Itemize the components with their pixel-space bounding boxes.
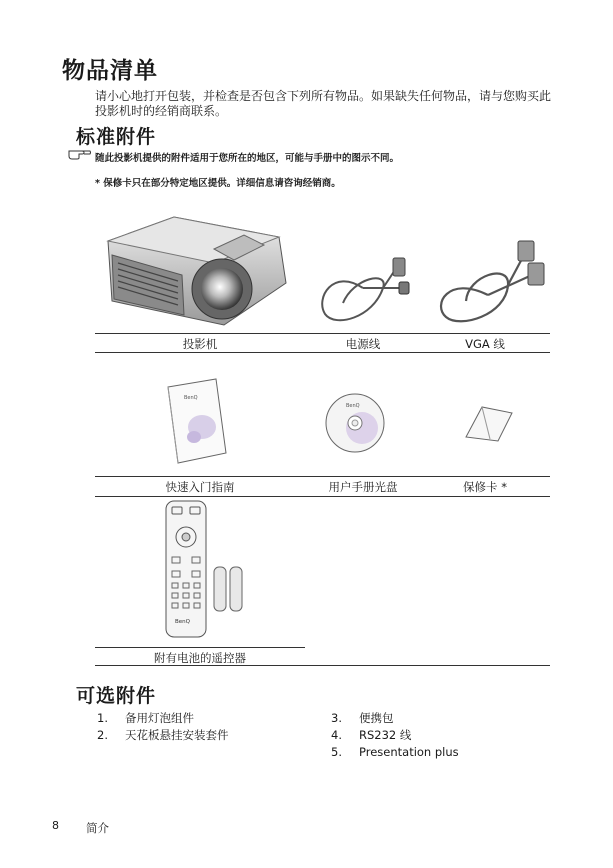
list-item: 2. 天花板悬挂安装套件 — [97, 728, 229, 742]
brand-logo: BenQ — [175, 619, 190, 625]
page-number: 8 — [52, 819, 59, 832]
intro-paragraph: 请小心地打开包装，并检查是否包含下列所有物品。如果缺失任何物品，请与您购买此投影机时的经销商联系。 — [95, 89, 552, 118]
standard-accessories-heading: 标准附件 — [76, 126, 157, 148]
row-divider — [95, 496, 550, 497]
row-divider — [95, 476, 550, 477]
brand-logo: BenQ — [346, 403, 360, 409]
caption-quick-guide: 快速入门指南 — [165, 480, 235, 494]
caption-remote: 附有电池的遥控器 — [154, 651, 246, 665]
optional-list-left — [97, 710, 229, 744]
caption-cd: 用户手册光盘 — [328, 480, 398, 494]
list-item: 4. RS232 线 — [331, 728, 412, 742]
note-text: 随此投影机提供的附件适用于您所在的地区，可能与手册中的图示不同。 — [95, 153, 400, 164]
list-item: 3. 便携包 — [331, 711, 394, 725]
quick-guide-image — [164, 377, 230, 467]
caption-warranty: 保修卡 * — [463, 480, 507, 494]
row-divider — [95, 352, 550, 353]
cd-image — [324, 392, 386, 454]
remote-control-image — [164, 499, 248, 641]
warranty-card-image — [462, 403, 516, 443]
optional-accessories-heading: 可选附件 — [76, 685, 157, 707]
row-divider — [95, 665, 550, 666]
footer-section: 简介 — [86, 821, 109, 835]
row-divider — [95, 647, 305, 648]
vga-cable-image — [428, 235, 552, 330]
list-item: 5. Presentation plus — [331, 745, 459, 759]
power-cord-image — [313, 248, 413, 330]
row-divider — [95, 333, 550, 334]
warranty-note: * 保修卡只在部分特定地区提供。详细信息请咨询经销商。 — [95, 178, 341, 189]
list-item: 1. 备用灯泡组件 — [97, 711, 194, 725]
page-title: 物品清单 — [62, 58, 158, 84]
projector-image — [104, 205, 294, 330]
caption-projector: 投影机 — [182, 337, 218, 351]
optional-list-right — [331, 710, 459, 761]
pointing-hand-icon — [68, 146, 92, 160]
brand-logo: BenQ — [184, 395, 198, 401]
caption-power-cord: 电源线 — [345, 337, 381, 351]
caption-vga: VGA 线 — [465, 337, 505, 351]
